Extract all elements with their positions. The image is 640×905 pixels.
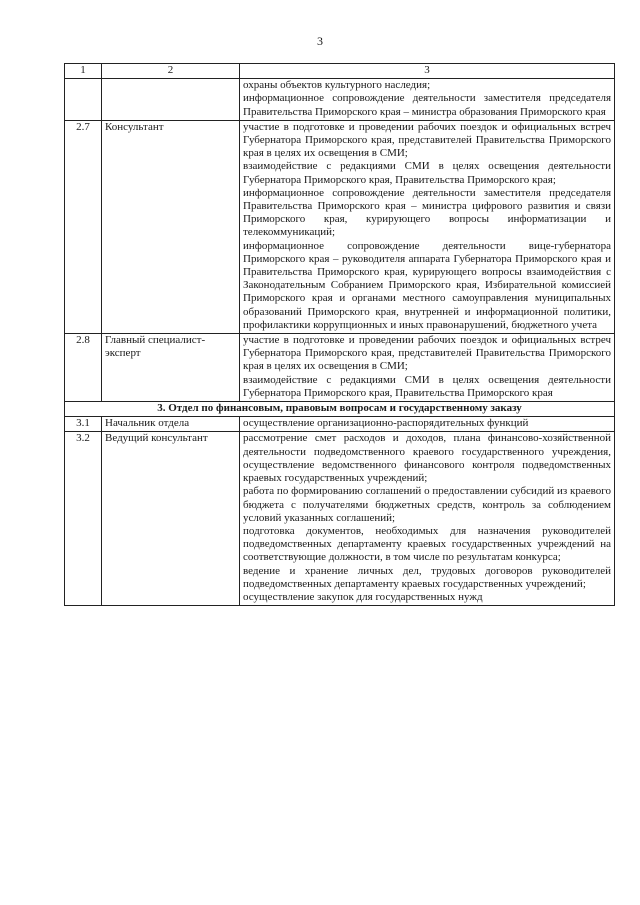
column-header: 2 <box>102 64 240 79</box>
column-header: 1 <box>65 64 102 79</box>
section-heading-row <box>65 402 615 417</box>
duty-item: подготовка документов, необходимых для назначения руководителей подведомственных департаменту краевых государственных учреждений на соответствующие должности, в том числе по результатам конкурса; <box>243 524 611 564</box>
duty-item: информационное сопровождение деятельности заместителя председателя Правительства Приморского края – министра цифрового развития и связи Приморского края, курирующего вопросы информатизации и телекоммуникаций; <box>243 186 611 239</box>
row-number: 2.7 <box>65 120 102 333</box>
position-title: Ведущий консультант <box>102 432 240 606</box>
duties-cell <box>240 79 615 121</box>
duty-item: информационное сопровождение деятельности вице-губернатора Приморского края – руководителя аппарата Губернатора Приморского края и Правительства Приморского края, курирующего вопросы взаимодействия с Законодательным Собранием Приморского края, Избирательной комиссией Приморского края и органами местного самоуправления муниципальных образований Приморского края, внутренней и информационной политики, профилактики коррупционных и иных правонарушений, бюджетного учета <box>243 239 611 331</box>
duty-item: осуществление организационно-распорядительных функций <box>243 417 529 430</box>
duties-cell <box>240 417 615 432</box>
table-row <box>65 417 615 432</box>
duty-item: рассмотрение смет расходов и доходов, плана финансово-хозяйственной деятельности подведомственного краевого государственного учреждения, осуществление ведомственного финансового контроля подведомственных краевых государственных учреждений; <box>243 432 611 485</box>
position-title: Консультант <box>102 120 240 333</box>
position-title: Начальник отдела <box>102 417 240 432</box>
table-header-row <box>65 64 615 79</box>
position-title <box>102 79 240 121</box>
table-row <box>65 432 615 606</box>
table-row <box>65 79 615 121</box>
row-number <box>65 79 102 121</box>
duty-item: участие в подготовке и проведении рабочих поездок и официальных встреч Губернатора Приморского края, представителей Правительства Приморского края в целях их освещения в СМИ; <box>243 334 611 373</box>
duty-item: осуществление закупок для государственных нужд <box>243 590 483 603</box>
row-number: 3.1 <box>65 417 102 432</box>
table-row <box>65 334 615 402</box>
duty-item: взаимодействие с редакциями СМИ в целях освещения деятельности Губернатора Приморского края, Правительства Приморского края; <box>243 160 611 186</box>
page-number: 3 <box>317 34 323 48</box>
duty-item: охраны объектов культурного наследия; <box>243 79 431 92</box>
duties-table <box>64 63 615 606</box>
table-row <box>65 120 615 333</box>
duty-item: взаимодействие с редакциями СМИ в целях освещения деятельности Губернатора Приморского края, Правительства Приморского края <box>243 373 611 399</box>
duty-item: ведение и хранение личных дел, трудовых договоров руководителей подведомственных департаменту краевых государственных учреждений; <box>243 564 611 590</box>
column-header: 3 <box>240 64 615 79</box>
duty-item: информационное сопровождение деятельности заместителя председателя Правительства Приморского края – министра образования Приморского края <box>243 92 611 118</box>
duties-cell <box>240 120 615 333</box>
row-number: 2.8 <box>65 334 102 402</box>
section-heading: 3. Отдел по финансовым, правовым вопросам и государственному заказу <box>65 402 615 417</box>
row-number: 3.2 <box>65 432 102 606</box>
duty-item: работа по формированию соглашений о предоставлении субсидий из краевого бюджета с получателями бюджетных средств, контроль за соблюдением условий указанных соглашений; <box>243 485 611 524</box>
duty-item: участие в подготовке и проведении рабочих поездок и официальных встреч Губернатора Приморского края, представителей Правительства Приморского края в целях их освещения в СМИ; <box>243 120 611 160</box>
duties-cell <box>240 432 615 606</box>
position-title: Главный специалист-эксперт <box>102 334 240 402</box>
duties-cell <box>240 334 615 402</box>
